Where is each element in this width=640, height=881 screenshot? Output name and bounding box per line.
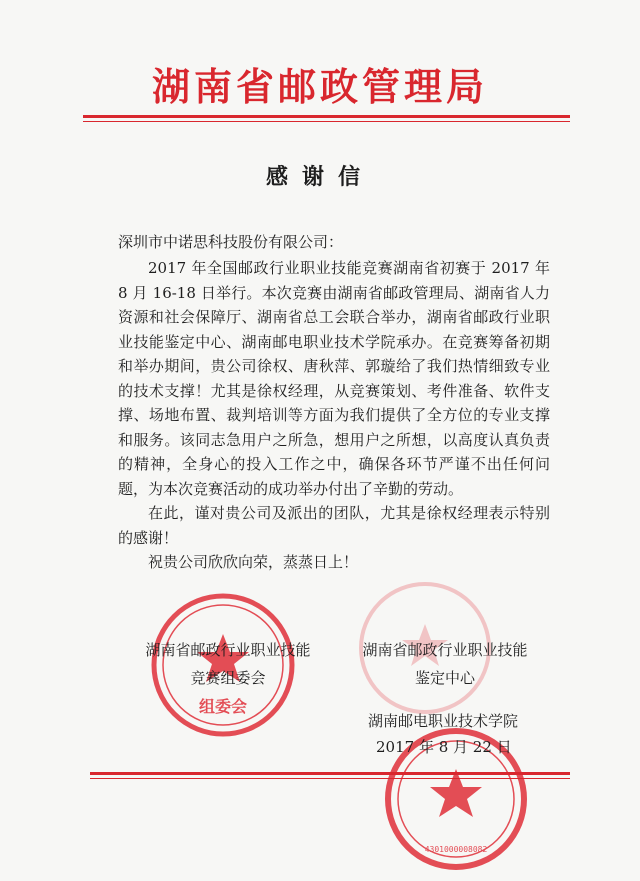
signature-right-line2: 鉴定中心 [414,669,475,687]
body-paragraph: 在此，谨对贵公司及派出的团队，尤其是徐权经理表示特别的感谢！ [118,504,550,547]
seal-number: 4301000008082 [424,845,488,854]
signature-right [345,636,545,692]
salutation: 深圳市中诺思科技股份有限公司： [118,233,344,251]
school-name: 湖南邮电职业技术学院 [368,712,519,730]
footer-rule-thin [90,778,570,779]
signature-school [368,708,518,760]
signature-left [128,636,328,692]
signature-left-line1: 湖南省邮政行业职业技能 [145,641,311,659]
letter-date: 2017 年 8 月 22 日 [376,738,512,756]
seal-center-text: 组委会 [198,697,248,716]
signature-left-line2: 竞赛组委会 [190,669,266,687]
footer-rule-thick [90,772,570,775]
signature-right-line1: 湖南省邮政行业职业技能 [362,641,528,659]
header-rule-thin [83,121,570,122]
letterhead: 湖南省邮政管理局 [151,64,488,109]
body-paragraph: 2017 年全国邮政行业职业技能竞赛湖南省初赛于 2017 年 8 月 16-18 日举行。本次竞赛由湖南省邮政管理局、湖南省人力资源和社会保障厅、湖南省总工会联合举办，湖南省邮政行业职业技能鉴定中心、湖南邮电职业技术学院承办。在竞赛筹备初期和举办期间，贵公司徐权、唐秋萍、郭璇给了我们热情细致专业的技术支撑！尤其是徐权经理，从竞赛策划、考件准备、软件支撑、场地布置、裁判培训等方面为我们提供了全方位的专业支撑和服务。该同志急用户之所急，想用户之所想，以高度认真负责的精神，全身心的投入工作之中，确保各环节严谨不出任何问题，为本次竞赛活动的成功举办付出了辛勤的劳动。 [118,259,550,498]
letter-title: 感谢信 [265,164,374,190]
letter-body [118,256,550,575]
body-paragraph: 祝贵公司欣欣向荣，蒸蒸日上！ [148,553,359,571]
header-rule-thick [83,115,570,118]
